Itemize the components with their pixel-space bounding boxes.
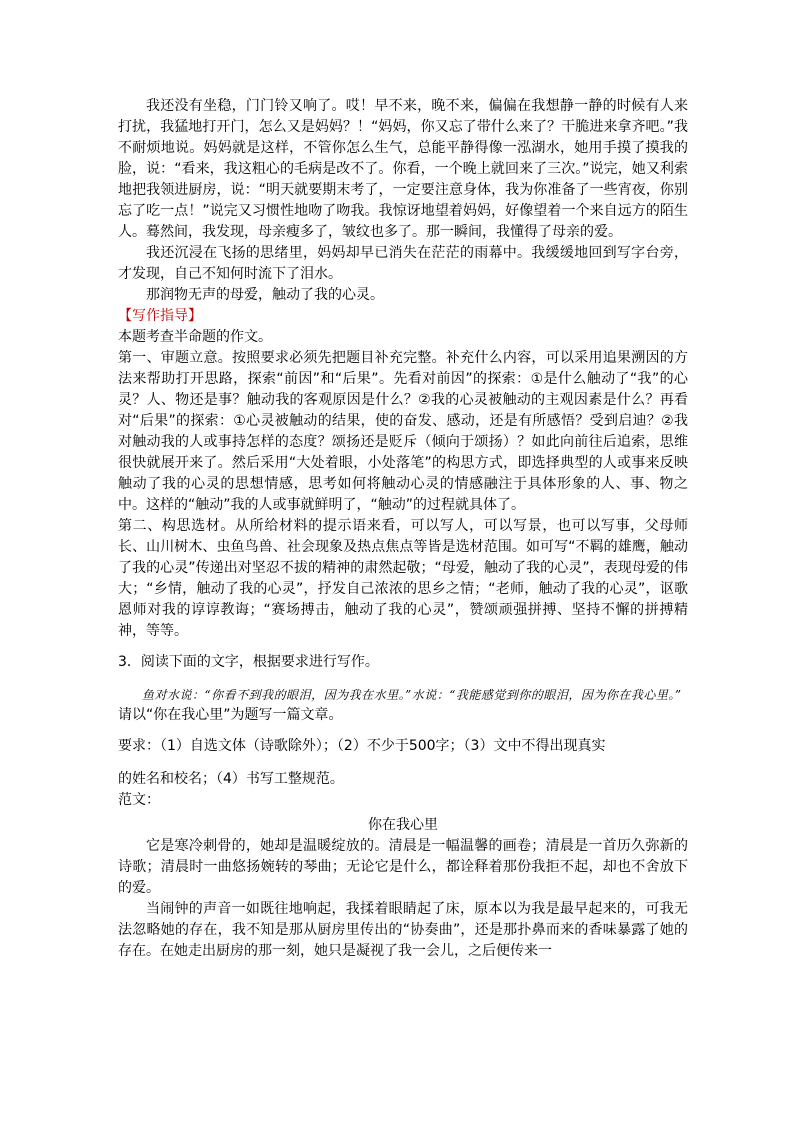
question-3-requirements-line-2: 的姓名和校名；（4）书写工整规范。 bbox=[118, 771, 344, 787]
story-paragraph-2: 我还沉浸在飞扬的思绪里，妈妈却早已消失在茫茫的雨幕中。我缓缓地回到写字台旁，才发现，自己不知何时流下了泪水。 bbox=[118, 245, 688, 282]
writing-guide-heading: 【写作指导】 bbox=[118, 308, 202, 324]
guide-intro: 本题考查半命题的作文。 bbox=[118, 329, 272, 345]
essay-paragraph-1: 它是寒冷刺骨的，她却是温暖绽放的。清晨是一幅温馨的画卷；清晨是一首历久弥新的诗歌；清晨时一曲悠扬婉转的琴曲；无论它是什么，都诠释着那份我拒不起，却也不舍放下的爱。 bbox=[118, 838, 688, 896]
story-paragraph-1: 我还没有坐稳，门门铃又响了。哎！早不来，晚不来，偏偏在我想静一静的时候有人来打扰，我猛地打开门，怎么又是妈妈？！“妈妈，你又忘了带什么来了？干脆进来拿齐吧。”我不耐烦地说。妈妈就是这样，不管你怎么生气，总能平静得像一泓湖水，她用手摸了摸我的脸，说：“看来，我这粗心的毛病是改不了。你看，一个晚上就回来了三次。”说完，她又利索地把我领进厨房，说：“明天就要期末考了，一定要注意身体，我为你准备了一些宵夜，你别忘了吃一点！”说完又习惯性地吻了吻我。我惊讶地望着妈妈，好像望着一个来自远方的陌生人。蓦然间，我发现，母亲瘦多了，皱纹也多了。那一瞬间，我懂得了母亲的爱。 bbox=[118, 98, 688, 240]
question-3-requirements-line-1: 要求：（1）自选文体（诗歌除外）；（2）不少于500字；（3）文中不得出现真实 bbox=[118, 738, 606, 754]
document-page bbox=[118, 96, 688, 962]
question-3-quote: 鱼对水说：“你看不到我的眼泪，因为我在水里。”水说：“我能感觉到你的眼泪，因为你在我心里。” bbox=[142, 688, 682, 702]
sample-essay-label: 范文： bbox=[118, 792, 160, 808]
guide-point-2: 第二、构思选材。从所给材料的提示语来看，可以写人，可以写景，也可以写事，父母师长、山川树木、虫鱼鸟兽、社会现象及热点焦点等皆是选材范围。如可写“不羁的雄鹰，触动了我的心灵”传递出对坚忍不拔的精神的肃然起敬；“母爱，触动了我的心灵”，表现母爱的伟大；“乡情，触动了我的心灵”，抒发自己浓浓的思乡之情；“老师，触动了我的心灵”，讴歌恩师对我的谆谆教诲；“赛场搏击，触动了我的心灵”，赞颂顽强拼搏、坚持不懈的拼搏精神，等等。 bbox=[118, 518, 688, 639]
story-paragraph-3: 那润物无声的母爱，触动了我的心灵。 bbox=[146, 287, 384, 303]
question-3-task: 请以“你在我心里”为题写一篇文章。 bbox=[118, 707, 343, 723]
essay-paragraph-2: 当闹钟的声音一如既往地响起，我揉着眼睛起了床，原本以为我是最早起来的，可我无法忽略她的存在，我不知是那从厨房里传出的“协奏曲”，还是那扑鼻而来的香味暴露了她的存在。在她走出厨房的那一刻，她只是凝视了我一会儿，之后便传来一 bbox=[118, 901, 688, 959]
question-3-prompt: 3．阅读下面的文字，根据要求进行写作。 bbox=[118, 654, 379, 670]
guide-point-1: 第一、审题立意。按照要求必须先把题目补充完整。补充什么内容，可以采用追果溯因的方法来帮助打开思路，探索“前因”和“后果”。先看对前因”的探索：①是什么触动了“我”的心灵？人、物还是事？触动我的客观原因是什么？②我的心灵被触动的主观因素是什么？再看对“后果”的探索：①心灵被触动的结果，使的奋发、感动，还是有所感悟？受到启迪？②我对触动我的人或事持怎样的态度？颂扬还是贬斥（倾向于颂扬）？如此向前往后追索，思维很快就展开来了。然后采用“大处着眼，小处落笔”的构思方式，即选择典型的人或事来反映触动了我的心灵的思想情感，思考如何将触动心灵的情感融注于具体形象的人、事、物之中。这样的“触动”我的人或事就鲜明了，“触动”的过程就具体了。 bbox=[118, 350, 688, 513]
essay-title: 你在我心里 bbox=[368, 817, 438, 833]
